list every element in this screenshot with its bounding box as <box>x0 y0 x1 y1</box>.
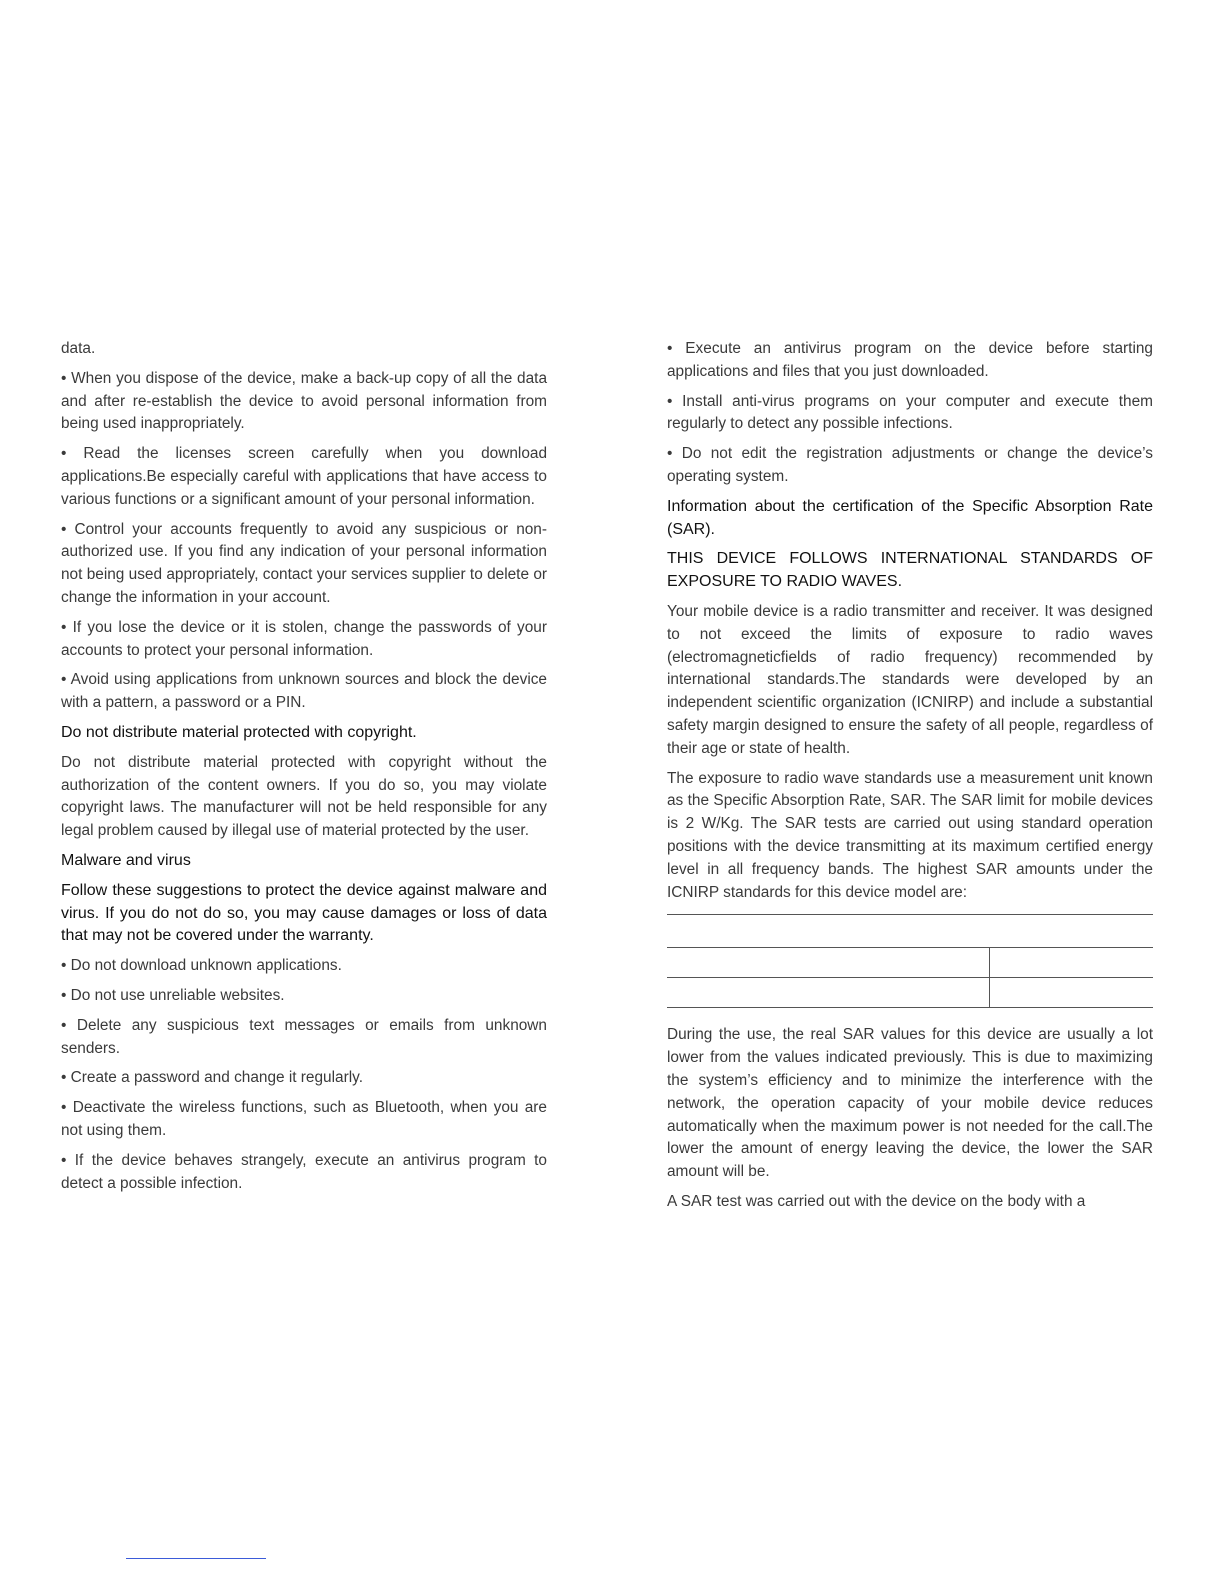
table-row <box>667 947 1153 977</box>
bullet-password: • Create a password and change it regularly. <box>61 1069 363 1087</box>
table-cell <box>667 948 990 977</box>
paragraph-sar-unit: The exposure to radio wave standards use a measurement unit known as the Specific Absorption Rate, SAR. The SAR limit for mobile devices is 2 W/Kg. The SAR tests are carried out using standard operation positions with the device transmitting at its maximum certified energy level in all frequency bands. The highest SAR amounts under the ICNIRP standards for this device model are: <box>667 769 1153 901</box>
bullet-accounts: • Control your accounts frequently to avoid any suspicious or non-authorized use. If you find any indication of your personal information not being used appropriately, contact your services supplier to delete or change the information in your account. <box>61 520 547 606</box>
malware-intro: Follow these suggestions to protect the device against malware and virus. If you do not do so, you may cause damages or loss of data that may not be covered under the warranty. <box>61 881 547 945</box>
table-cell <box>990 948 1153 977</box>
bullet-install-antivirus: • Install anti-virus programs on your computer and execute them regularly to detect any possible infections. <box>667 392 1153 433</box>
table-cell <box>990 978 1153 1007</box>
paragraph-radio-transmitter: Your mobile device is a radio transmitter and receiver. It was designed to not exceed the limits of exposure to radio waves (electromagneticfields of radio frequency) recommended by international standards.The standards were developed by an independent scientific organization (ICNIRP) and include a substantial safety margin designed to ensure the safety of all people, regardless of their age or state of health. <box>667 602 1153 757</box>
left-column <box>61 338 547 1202</box>
bullet-unknown-sources: • Avoid using applications from unknown sources and block the device with a pattern, a password or a PIN. <box>61 671 547 712</box>
bullet-execute-antivirus: • Execute an antivirus program on the device before starting applications and files that you just downloaded. <box>667 340 1153 380</box>
table-row <box>667 977 1153 1008</box>
table-cell <box>667 978 990 1007</box>
bullet-antivirus: • If the device behaves strangely, execute an antivirus program to detect a possible infection. <box>61 1151 547 1192</box>
bullet-lost-device: • If you lose the device or it is stolen, change the passwords of your accounts to protect your personal information. <box>61 618 547 659</box>
bullet-no-unknown-apps: • Do not download unknown applications. <box>61 957 342 975</box>
bullet-registration: • Do not edit the registration adjustments or change the device’s operating system. <box>667 445 1153 485</box>
paragraph-real-sar: During the use, the real SAR values for this device are usually a lot lower from the values indicated previously. This is due to maximizing the system’s efficiency and to minimize the interference with the network, the operation capacity of your mobile device reduces automatically when the maximum power is not needed for the call.The lower the amount of energy leaving the device, the lower the SAR amount will be. <box>667 1026 1153 1181</box>
sar-table <box>667 914 1153 1008</box>
bullet-delete-suspicious: • Delete any suspicious text messages or emails from unknown senders. <box>61 1016 547 1057</box>
bullet-wireless: • Deactivate the wireless functions, such as Bluetooth, when you are not using them. <box>61 1099 547 1139</box>
footer-divider <box>126 1558 266 1559</box>
bullet-no-unreliable-sites: • Do not use unreliable websites. <box>61 986 285 1004</box>
heading-sar-info: Information about the certification of the Specific Absorption Rate (SAR). <box>667 497 1153 538</box>
heading-copyright: Do not distribute material protected with copyright. <box>61 723 417 741</box>
paragraph-sar-test: A SAR test was carried out with the device on the body with a <box>667 1192 1086 1210</box>
heading-standards: THIS DEVICE FOLLOWS INTERNATIONAL STANDARDS OF EXPOSURE TO RADIO WAVES. <box>667 550 1153 591</box>
sar-table-header <box>667 914 1153 947</box>
heading-malware: Malware and virus <box>61 851 191 869</box>
paragraph-copyright: Do not distribute material protected with copyright without the authorization of the content owners. If you do so, you may violate copyright laws. The manufacturer will not be held responsible for any legal problem caused by illegal use of material protected by the user. <box>61 753 547 840</box>
right-column <box>667 338 1153 1221</box>
bullet-backup: • When you dispose of the device, make a back-up copy of all the data and after re-establish the device to avoid personal information from being used inappropriately. <box>61 369 547 433</box>
paragraph-data-end: data. <box>61 340 96 357</box>
bullet-licenses: • Read the licenses screen carefully when you download applications.Be especially careful with applications that have access to various functions or a significant amount of your personal information. <box>61 445 547 508</box>
